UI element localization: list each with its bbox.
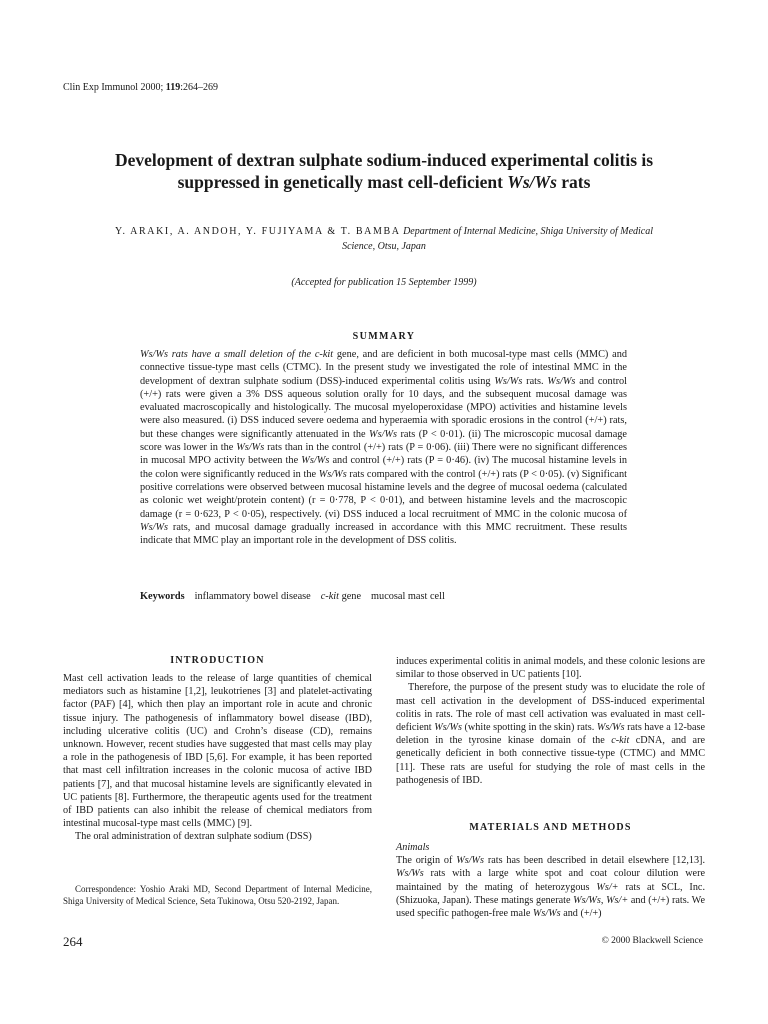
animals-seg: Ws/Ws xyxy=(396,868,424,880)
summary-seg: rats. xyxy=(522,375,548,387)
title-line-1: Development of dextran sulphate sodium-induced experimental colitis is xyxy=(114,150,654,170)
animals-seg: , xyxy=(600,894,607,906)
summary-seg: and control (+/+) rats (P = 0·46). (iv) The mucosal histamine levels in the colon were significantly reduced in the xyxy=(140,455,627,480)
intro-seg: Therefore, the purpose of the present study was to elucidate the role of mast cell activation in the development of DSS-induced experimental colitis in rats. The role of mast cell activation was evaluated in mast cell-deficient xyxy=(396,682,705,734)
intro-seg: rats have a 12-base deletion in the tyrosine kinase domain of the xyxy=(396,722,705,747)
summary-seg: Ws/Ws xyxy=(140,521,169,533)
affiliation-line-2: Science, Otsu, Japan xyxy=(342,241,426,252)
journal-citation xyxy=(63,82,218,93)
author-block xyxy=(60,224,708,254)
title-line-2 xyxy=(60,171,708,193)
correspondence-footnote: Correspondence: Yoshio Araki MD, Second Department of Internal Medicine, Shiga University of Medical Science, Seta Tukinowa, Otsu 520-2192, Japan. xyxy=(63,884,372,906)
summary-seg: Ws/Ws xyxy=(547,375,576,387)
summary-seg: c-kit xyxy=(314,349,334,360)
intro-seg: Ws/Ws xyxy=(596,722,625,734)
title-strain: Ws/Ws xyxy=(507,172,557,192)
summary-text xyxy=(140,348,627,547)
animals-seg: and (+/+) rats. We used specific pathogen-free male xyxy=(396,894,706,920)
summary-heading: SUMMARY xyxy=(352,331,416,342)
summary-seg: Ws/Ws xyxy=(236,442,265,454)
author-names: Y. ARAKI, A. ANDOH, Y. FUJIYAMA & T. BAMBA xyxy=(114,226,401,237)
summary-seg: Ws/Ws xyxy=(494,375,523,387)
keywords-line xyxy=(140,591,455,602)
summary-seg: gene, and are deficient in both mucosal-type mast cells (MMC) and connective tissue-type mast cells (CTMC). In the present study we investigated the role of intestinal MMC in the development of dextran sulphate sodium (DSS)-induced experimental colitis using xyxy=(140,349,627,387)
title-line-2-end: rats xyxy=(556,172,591,192)
intro-paragraph-continued: induces experimental colitis in animal models, and these colonic lesions are similar to those observed in UC patients [10]. xyxy=(396,656,705,681)
summary-seg: rats than in the control (+/+) rats (P = 0·06). (iii) There were no significant differences in mucosal MPO activity between the xyxy=(140,442,627,467)
animals-seg: Ws/Ws xyxy=(573,894,601,906)
left-column xyxy=(63,672,372,844)
animals-seg: and (+/+) xyxy=(560,908,602,920)
acceptance-note: (Accepted for publication 15 September 1999) xyxy=(291,277,477,288)
keyword: mucosal mast cell xyxy=(371,591,445,602)
journal-pages: :264–269 xyxy=(180,82,219,93)
journal-volume: 119 xyxy=(165,82,181,93)
intro-paragraph-2: The oral administration of dextran sulphate sodium (DSS) xyxy=(75,831,312,843)
animals-seg: Ws/+ xyxy=(596,881,619,893)
introduction-heading: INTRODUCTION xyxy=(170,655,265,666)
keyword-italic: c-kit xyxy=(320,591,340,602)
summary-seg: Ws/Ws rats have a small deletion of the xyxy=(140,349,315,360)
summary-seg: rats, and mucosal damage gradually increased in accordance with this MMC recruitment. These results indicate that MMC play an important role in the development of DSS colitis. xyxy=(140,521,627,547)
summary-seg: Ws/Ws xyxy=(318,468,347,480)
intro-paragraph-1: Mast cell activation leads to the release of large quantities of chemical mediators such as histamine [1,2], leukotrienes [3] and platelet-activating factor (PAF) [4], which then play an important role in acute and chronic tissue injury. The pathogenesis of inflammatory bowel disease (IBD), including ulcerative colitis (UC) and Crohn’s disease (CD), remains unknown. However, recent studies have suggested that mast cells may play a role in the pathogenesis of IBD [5,6]. For example, it has been reported that mast cell infiltration increases in the colonic mucosa of active IBD patients [7], and that mucosal histamine levels are significantly elevated in UC patients [8]. Furthermore, the therapeutic agents used for the treatment of IBD patients can also inhibit the release of chemical mediators from intestinal mucosal-type mast cells (MMC) [9]. xyxy=(63,673,372,830)
page-number: 264 xyxy=(63,934,83,949)
summary-seg: Ws/Ws xyxy=(369,428,398,440)
right-column-methods xyxy=(396,841,705,920)
summary-seg: rats (P < 0·01). (ii) The microscopic mucosal damage score was lower in the xyxy=(140,428,627,454)
animals-seg: Ws/+ xyxy=(606,894,629,906)
summary-seg: and control (+/+) rats were given a 3% DSS aqueous solution orally for 10 days, and the subsequent mucosal damage was evaluated macroscopically and histologically. The mucosal myeloperoxidase (MPO) activities and histamine levels were also measured. (i) DSS induced severe oedema and hyperaemia with sporadic erosions in the control (+/+) rats, but these changes were significantly attenuated in the xyxy=(140,375,628,440)
animals-subheading: Animals xyxy=(396,842,430,853)
title-line-2-text: suppressed in genetically mast cell-deficient xyxy=(177,172,508,192)
animals-seg: Ws/Ws xyxy=(532,908,561,920)
keyword-rest: gene xyxy=(339,591,362,602)
animals-seg: rats has been described in detail elsewhere [12,13]. xyxy=(484,855,705,867)
article-title xyxy=(60,149,708,193)
summary-seg: Ws/Ws xyxy=(301,455,330,467)
keyword xyxy=(321,591,361,602)
journal-name: Clin Exp Immunol 2000; xyxy=(63,82,164,93)
affiliation-line-1: Department of Internal Medicine, Shiga University of Medical xyxy=(403,226,654,237)
keywords-label: Keywords xyxy=(140,591,185,602)
methods-heading: MATERIALS AND METHODS xyxy=(469,822,632,833)
keyword: inflammatory bowel disease xyxy=(194,591,311,602)
intro-seg: c-kit xyxy=(611,735,630,747)
animals-seg: rats at SCL, Inc. (Shizuoka, Japan). These matings generate xyxy=(396,881,705,906)
intro-paragraph-3 xyxy=(396,681,705,787)
intro-seg: (white spotting in the skin) rats. xyxy=(461,722,597,734)
copyright-notice: © 2000 Blackwell Science xyxy=(601,936,703,946)
summary-seg: rats compared with the control (+/+) rats (P < 0·05). (v) Significant positive correlations were observed between mucosal histamine levels and the degree of mucosal oedema (calculated as colonic wet weight/protein content) (r = 0·778, P < 0·01), and between histamine levels and the macroscopic damage (r = 0·623, P < 0·05), respectively. (vi) DSS induced a local recruitment of MMC in the colonic mucosa of xyxy=(140,468,627,520)
animals-seg: Ws/Ws xyxy=(456,855,484,867)
animals-paragraph xyxy=(396,854,705,920)
animals-seg: The origin of xyxy=(396,855,457,867)
animals-seg: rats with a large white spot and coat colour dilution were maintained by the mating of heterozygous xyxy=(396,868,705,893)
right-column-intro xyxy=(396,655,705,787)
intro-seg: cDNA, and are genetically deficient in both connective tissue-type (CTMC) and MMC [11]. These rats are useful for studying the role of mast cells in the pathogenesis of IBD. xyxy=(396,735,705,786)
intro-seg: Ws/Ws xyxy=(434,722,462,734)
